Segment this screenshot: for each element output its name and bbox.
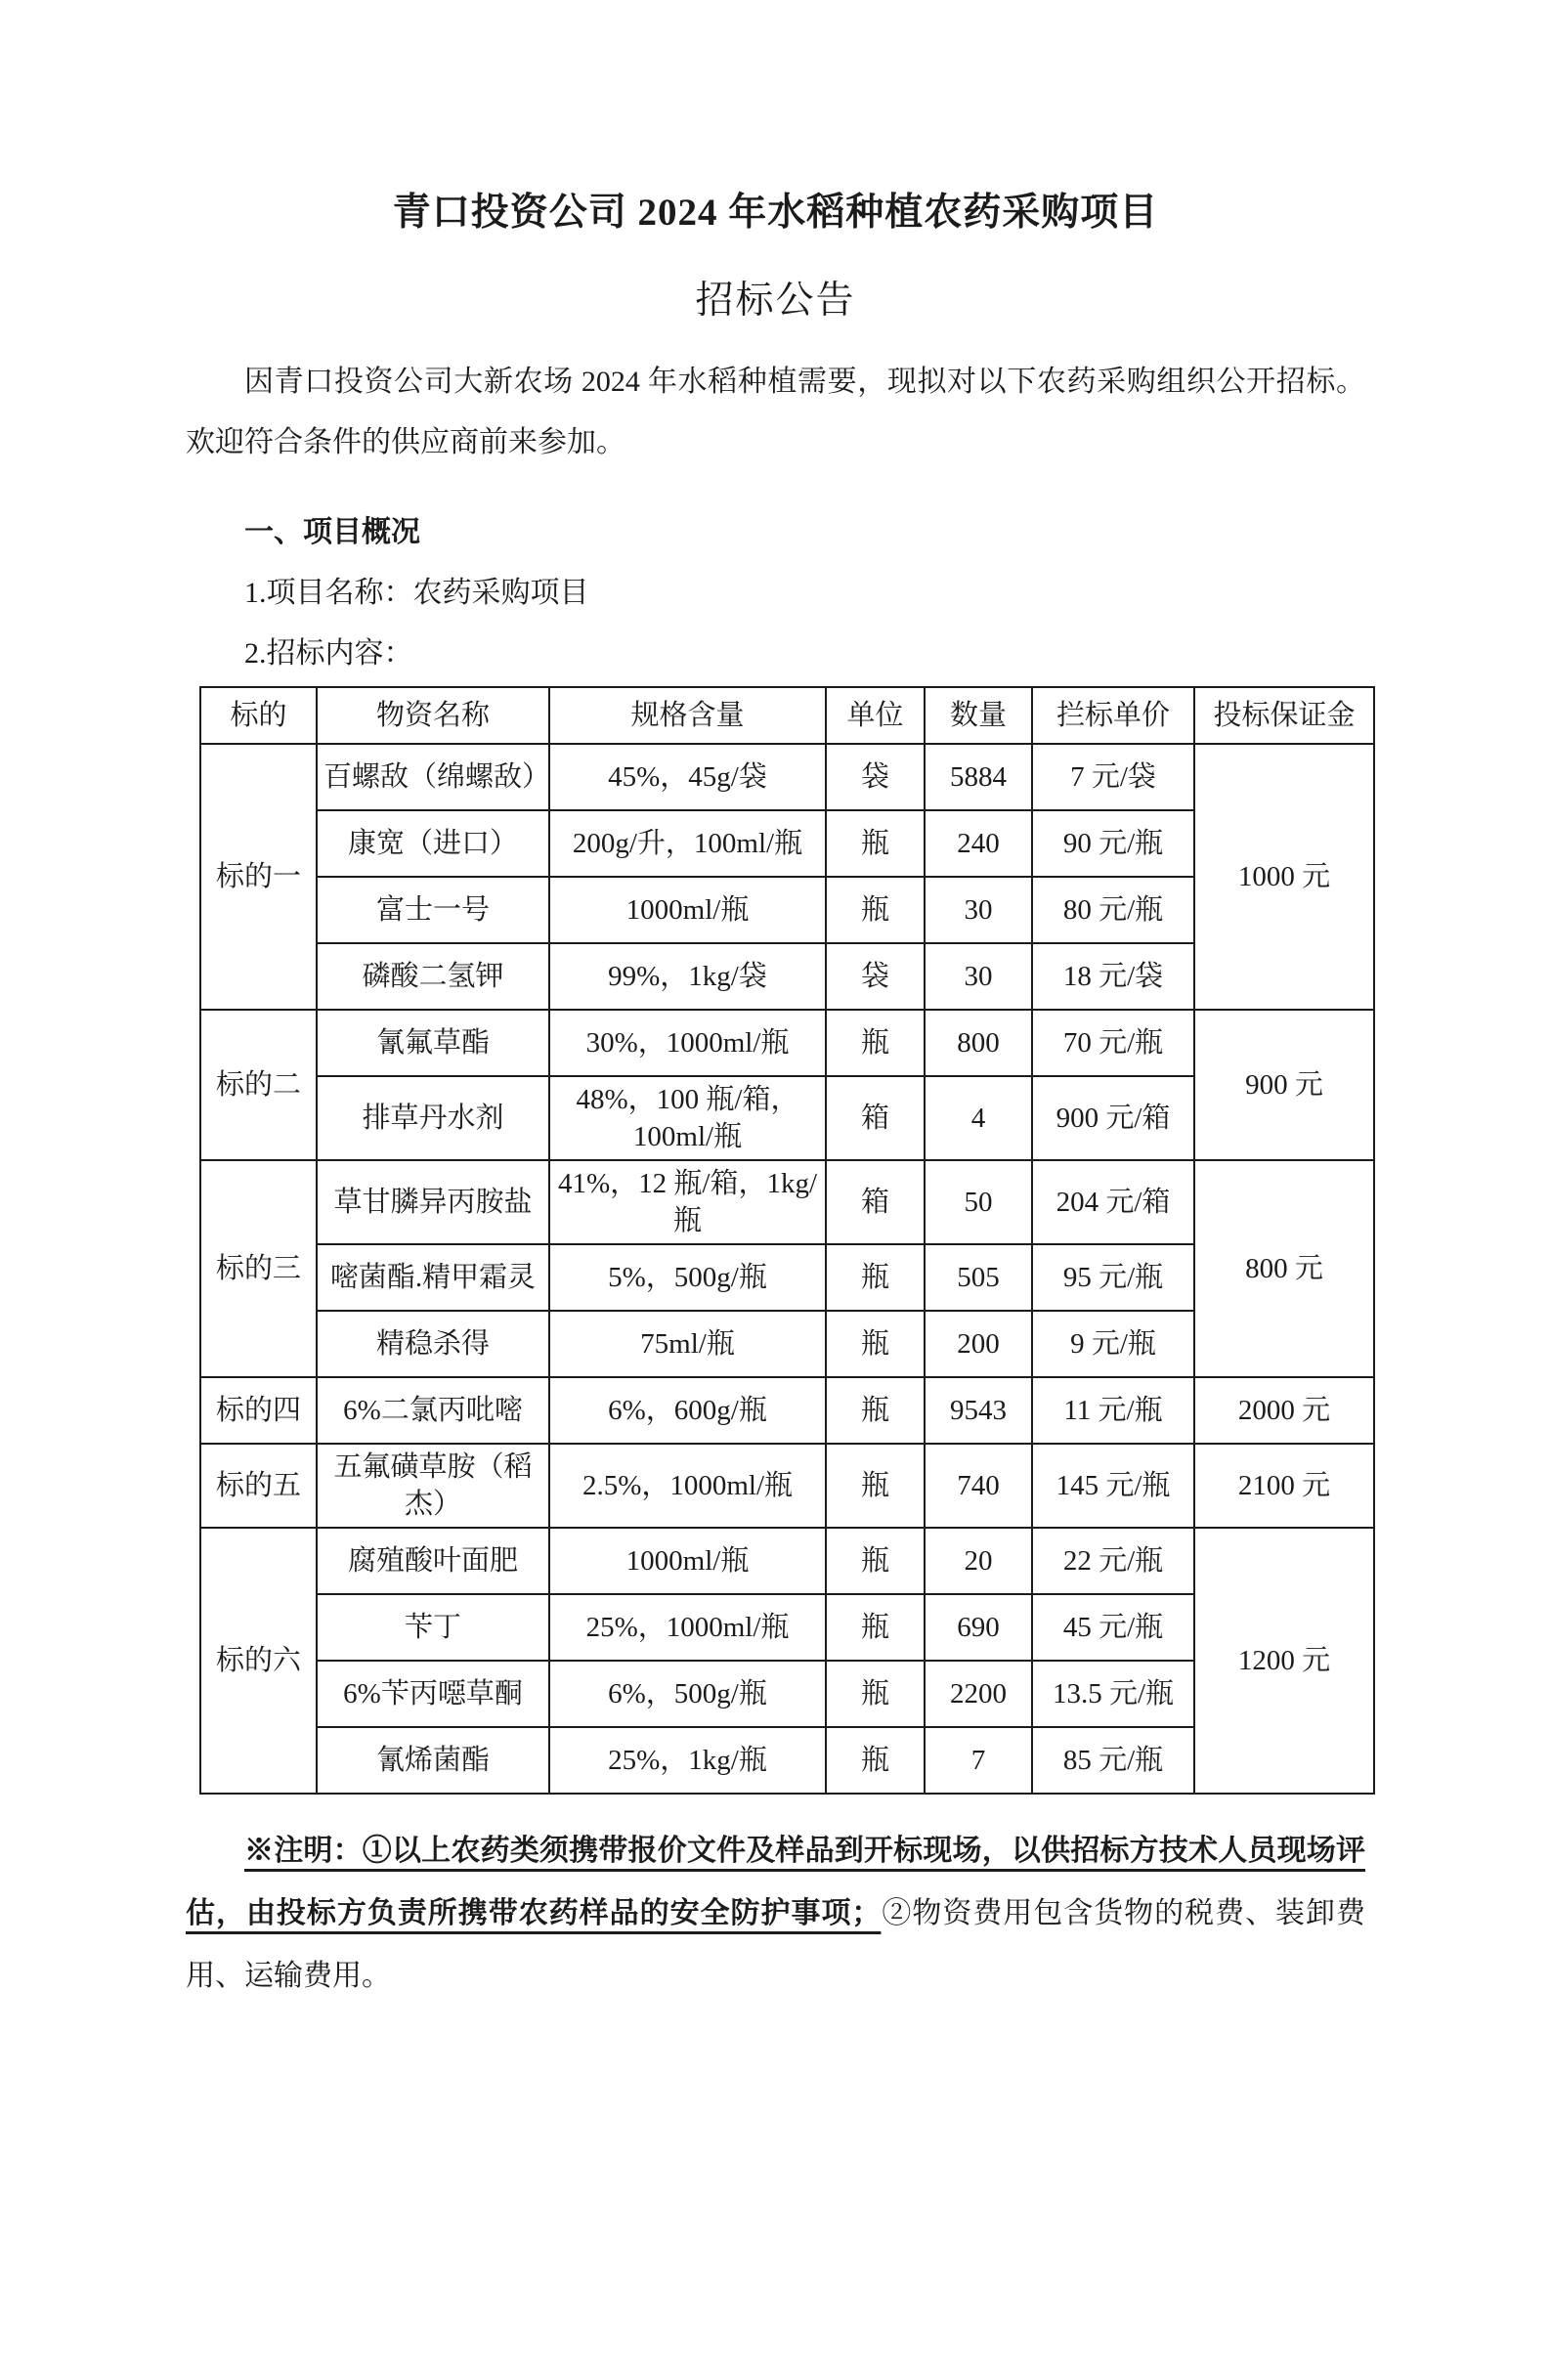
header-spec: 规格含量 bbox=[549, 687, 826, 744]
price-cap-cell: 9 元/瓶 bbox=[1032, 1311, 1194, 1377]
price-cap-cell: 204 元/箱 bbox=[1032, 1160, 1194, 1244]
spec-cell: 6%，600g/瓶 bbox=[549, 1377, 826, 1444]
quantity-cell: 9543 bbox=[925, 1377, 1032, 1444]
lot-cell: 标的六 bbox=[200, 1528, 317, 1794]
deposit-cell: 1200 元 bbox=[1194, 1528, 1374, 1794]
table-row bbox=[200, 1010, 1374, 1076]
deposit-cell: 900 元 bbox=[1194, 1010, 1374, 1160]
unit-cell: 袋 bbox=[826, 744, 925, 810]
spec-cell: 75ml/瓶 bbox=[549, 1311, 826, 1377]
price-cap-cell: 90 元/瓶 bbox=[1032, 810, 1194, 877]
spec-cell: 5%，500g/瓶 bbox=[549, 1244, 826, 1311]
unit-cell: 瓶 bbox=[826, 1010, 925, 1076]
price-cap-cell: 7 元/袋 bbox=[1032, 744, 1194, 810]
price-cap-cell: 45 元/瓶 bbox=[1032, 1594, 1194, 1661]
note-rest-text: ②物资费用包含货物的税费、装卸费用、运输费用。 bbox=[186, 1897, 1366, 1992]
material-name-cell: 百螺敌（绵螺敌） bbox=[317, 744, 549, 810]
quantity-cell: 2200 bbox=[925, 1661, 1032, 1727]
unit-cell: 瓶 bbox=[826, 1377, 925, 1444]
lot-cell: 标的一 bbox=[200, 744, 317, 1010]
document-page bbox=[0, 186, 1551, 2008]
header-unit: 单位 bbox=[826, 687, 925, 744]
header-material-name: 物资名称 bbox=[317, 687, 549, 744]
quantity-cell: 200 bbox=[925, 1311, 1032, 1377]
spec-cell: 48%，100 瓶/箱，100ml/瓶 bbox=[549, 1076, 826, 1160]
table-row bbox=[200, 1160, 1374, 1244]
price-cap-cell: 13.5 元/瓶 bbox=[1032, 1661, 1194, 1727]
unit-cell: 瓶 bbox=[826, 1528, 925, 1594]
unit-cell: 瓶 bbox=[826, 1661, 925, 1727]
lot-cell: 标的三 bbox=[200, 1160, 317, 1377]
quantity-cell: 740 bbox=[925, 1444, 1032, 1528]
quantity-cell: 30 bbox=[925, 943, 1032, 1010]
material-name-cell: 苄丁 bbox=[317, 1594, 549, 1661]
header-bid-deposit: 投标保证金 bbox=[1194, 687, 1374, 744]
spec-cell: 25%，1kg/瓶 bbox=[549, 1727, 826, 1794]
price-cap-cell: 18 元/袋 bbox=[1032, 943, 1194, 1010]
price-cap-cell: 80 元/瓶 bbox=[1032, 877, 1194, 943]
deposit-cell: 800 元 bbox=[1194, 1160, 1374, 1377]
deposit-cell: 2000 元 bbox=[1194, 1377, 1374, 1444]
material-name-cell: 6%二氯丙吡嘧 bbox=[317, 1377, 549, 1444]
quantity-cell: 690 bbox=[925, 1594, 1032, 1661]
quantity-cell: 7 bbox=[925, 1727, 1032, 1794]
lot-cell: 标的二 bbox=[200, 1010, 317, 1160]
header-quantity: 数量 bbox=[925, 687, 1032, 744]
spec-cell: 6%，500g/瓶 bbox=[549, 1661, 826, 1727]
quantity-cell: 5884 bbox=[925, 744, 1032, 810]
material-name-cell: 嘧菌酯.精甲霜灵 bbox=[317, 1244, 549, 1311]
header-lot: 标的 bbox=[200, 687, 317, 744]
quantity-cell: 20 bbox=[925, 1528, 1032, 1594]
spec-cell: 200g/升，100ml/瓶 bbox=[549, 810, 826, 877]
quantity-cell: 30 bbox=[925, 877, 1032, 943]
quantity-cell: 800 bbox=[925, 1010, 1032, 1076]
unit-cell: 箱 bbox=[826, 1160, 925, 1244]
material-name-cell: 氰氟草酯 bbox=[317, 1010, 549, 1076]
section-heading-project-overview: 一、项目概况 bbox=[244, 516, 420, 548]
deposit-cell: 2100 元 bbox=[1194, 1444, 1374, 1528]
spec-cell: 1000ml/瓶 bbox=[549, 1528, 826, 1594]
intro-paragraph: 因青口投资公司大新农场 2024 年水稻种植需要，现拟对以下农药采购组织公开招标。欢迎符合条件的供应商前来参加。 bbox=[186, 366, 1365, 458]
material-name-cell: 五氟磺草胺（稻杰） bbox=[317, 1444, 549, 1528]
material-name-cell: 腐殖酸叶面肥 bbox=[317, 1528, 549, 1594]
quantity-cell: 240 bbox=[925, 810, 1032, 877]
material-name-cell: 精稳杀得 bbox=[317, 1311, 549, 1377]
table-row bbox=[200, 744, 1374, 810]
price-cap-cell: 85 元/瓶 bbox=[1032, 1727, 1194, 1794]
item-bid-content: 2.招标内容： bbox=[244, 637, 413, 670]
table-header-row bbox=[200, 687, 1374, 744]
unit-cell: 瓶 bbox=[826, 1244, 925, 1311]
unit-cell: 瓶 bbox=[826, 810, 925, 877]
deposit-cell: 1000 元 bbox=[1194, 744, 1374, 1010]
material-name-cell: 康宽（进口） bbox=[317, 810, 549, 877]
item-project-name: 1.项目名称：农药采购项目 bbox=[244, 577, 589, 609]
spec-cell: 99%，1kg/袋 bbox=[549, 943, 826, 1010]
unit-cell: 瓶 bbox=[826, 1727, 925, 1794]
spec-cell: 2.5%，1000ml/瓶 bbox=[549, 1444, 826, 1528]
quantity-cell: 4 bbox=[925, 1076, 1032, 1160]
unit-cell: 箱 bbox=[826, 1076, 925, 1160]
material-name-cell: 6%苄丙噁草酮 bbox=[317, 1661, 549, 1727]
quantity-cell: 505 bbox=[925, 1244, 1032, 1311]
price-cap-cell: 70 元/瓶 bbox=[1032, 1010, 1194, 1076]
unit-cell: 瓶 bbox=[826, 877, 925, 943]
price-cap-cell: 145 元/瓶 bbox=[1032, 1444, 1194, 1528]
spec-cell: 30%，1000ml/瓶 bbox=[549, 1010, 826, 1076]
table-row bbox=[200, 1444, 1374, 1528]
document-subtitle: 招标公告 bbox=[695, 280, 856, 322]
header-price-cap: 拦标单价 bbox=[1032, 687, 1194, 744]
unit-cell: 瓶 bbox=[826, 1444, 925, 1528]
quantity-cell: 50 bbox=[925, 1160, 1032, 1244]
table-row bbox=[200, 1528, 1374, 1594]
spec-cell: 25%，1000ml/瓶 bbox=[549, 1594, 826, 1661]
lot-cell: 标的四 bbox=[200, 1377, 317, 1444]
price-cap-cell: 95 元/瓶 bbox=[1032, 1244, 1194, 1311]
table-row bbox=[200, 1377, 1374, 1444]
unit-cell: 袋 bbox=[826, 943, 925, 1010]
bid-items-table bbox=[199, 686, 1375, 1795]
document-title: 青口投资公司 2024 年水稻种植农药采购项目 bbox=[392, 192, 1159, 234]
spec-cell: 1000ml/瓶 bbox=[549, 877, 826, 943]
note-underlined-text: ※注明：①以上农药类须携带报价文件及样品到开标现场，以供招标方技术人员现场评估，由投标方负责所携带农药样品的安全防护事项； bbox=[186, 1835, 1365, 1929]
unit-cell: 瓶 bbox=[826, 1311, 925, 1377]
unit-cell: 瓶 bbox=[826, 1594, 925, 1661]
price-cap-cell: 22 元/瓶 bbox=[1032, 1528, 1194, 1594]
price-cap-cell: 900 元/箱 bbox=[1032, 1076, 1194, 1160]
material-name-cell: 草甘膦异丙胺盐 bbox=[317, 1160, 549, 1244]
price-cap-cell: 11 元/瓶 bbox=[1032, 1377, 1194, 1444]
spec-cell: 41%，12 瓶/箱，1kg/瓶 bbox=[549, 1160, 826, 1244]
material-name-cell: 富士一号 bbox=[317, 877, 549, 943]
spec-cell: 45%，45g/袋 bbox=[549, 744, 826, 810]
note-paragraph bbox=[186, 1820, 1365, 2008]
lot-cell: 标的五 bbox=[200, 1444, 317, 1528]
material-name-cell: 磷酸二氢钾 bbox=[317, 943, 549, 1010]
material-name-cell: 排草丹水剂 bbox=[317, 1076, 549, 1160]
material-name-cell: 氰烯菌酯 bbox=[317, 1727, 549, 1794]
